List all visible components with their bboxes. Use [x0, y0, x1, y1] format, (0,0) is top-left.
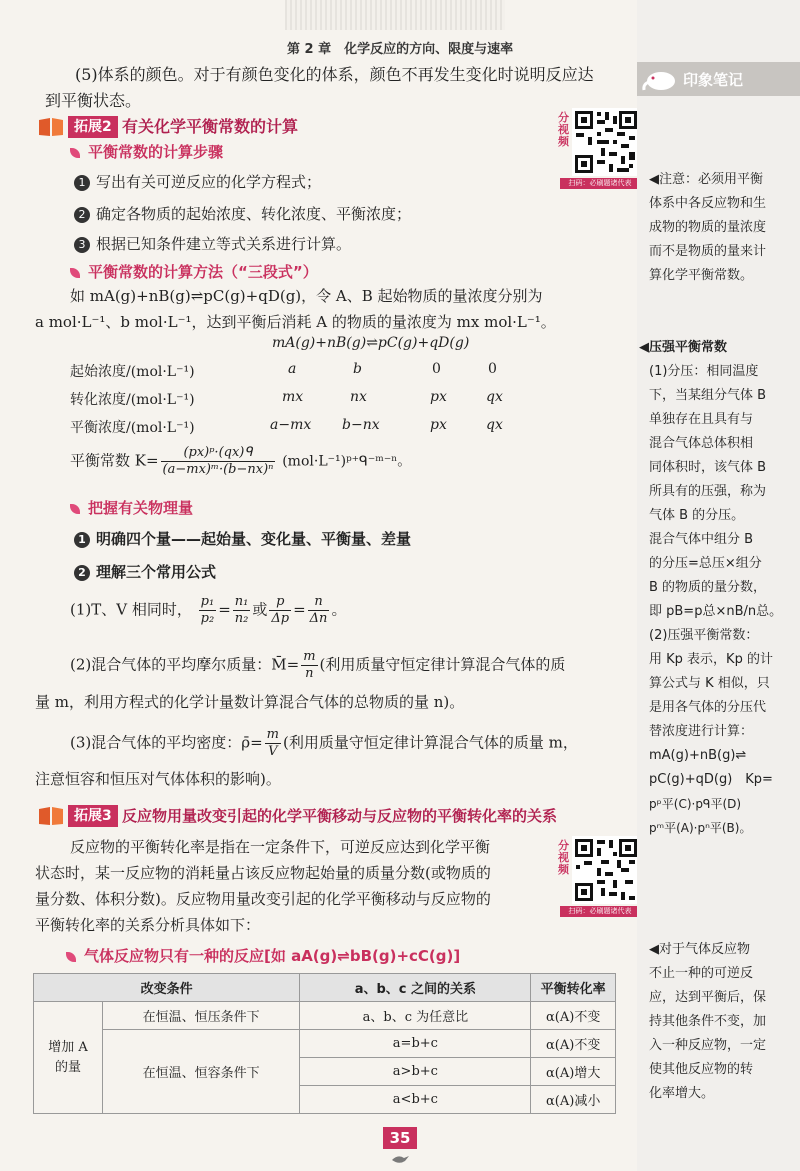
ext2-heading	[38, 114, 558, 140]
note-line: pᵐ平(A)·pⁿ平(B)。	[649, 821, 752, 835]
ext2-sub-quantities	[70, 497, 193, 518]
note-line: ◀注意：必须用平衡	[649, 172, 763, 187]
note-line: 下，当某组分气体 B	[649, 388, 767, 403]
or-word: 或	[252, 600, 268, 619]
ext3-para-1: 反应物的平衡转化率是指在一定条件下，可逆反应达到化学平衡	[70, 838, 491, 856]
formula-2	[70, 649, 565, 682]
note-line: (2)压强平衡常数：	[649, 628, 759, 643]
bullet-text: 明确四个量——起始量、变化量、平衡量、差量	[96, 530, 412, 548]
ext2-sub-steps	[70, 141, 223, 162]
table-row	[34, 1002, 616, 1030]
table-header: 改变条件	[34, 974, 300, 1002]
qr-video-2[interactable]	[558, 836, 638, 918]
k-formula	[70, 445, 411, 478]
cell: 0	[432, 361, 441, 377]
denominator: V	[265, 743, 281, 760]
bird-icon	[390, 1152, 410, 1166]
note-line: 混合气体总体积相	[649, 436, 754, 451]
qr-video-label-1: 分视频	[558, 111, 569, 148]
note-heading: ◀压强平衡常数	[639, 340, 727, 355]
note-line: 体系中各反应物和生	[649, 196, 767, 211]
ext3-heading	[38, 803, 636, 829]
denominator: n	[301, 665, 317, 682]
equals: =	[218, 600, 231, 619]
table-header-row	[34, 974, 616, 1002]
cell: px	[430, 417, 447, 433]
ext2-tag: 拓展2	[68, 116, 118, 138]
k-unit: (mol·L⁻¹)ᵖ⁺ᑫ⁻ᵐ⁻ⁿ。	[282, 453, 412, 470]
circled-number-icon: 3	[74, 237, 90, 253]
three-stage-grid	[70, 361, 540, 445]
note-line: 替浓度进行计算：	[649, 724, 754, 739]
sidebar-note-3	[637, 938, 800, 1106]
leaf-icon	[70, 504, 80, 514]
bullet-three-formulas	[74, 561, 216, 582]
book-icon	[38, 117, 64, 137]
note-line: 而不是物质的量来计	[649, 244, 767, 259]
formula-suffix: (利用质量守恒定律计算混合气体的质量 m，	[282, 733, 578, 752]
chapter-header: 第 2 章 化学反应的方向、限度与速率	[287, 42, 514, 57]
note-line: 即 pB=p总×nB/n总。	[649, 604, 783, 619]
leaf-icon	[66, 952, 76, 962]
table-cell: α(A)增大	[531, 1058, 616, 1086]
numerator: p₁	[200, 594, 215, 609]
note-line: B 的物质的量分数，	[649, 580, 767, 595]
sidebar-pressure-note	[637, 336, 800, 840]
three-stage-row	[70, 389, 540, 417]
elephant-icon	[641, 68, 681, 92]
ext3-para-2: 状态时，某一反应物的消耗量占该反应物起始量的质量分数(或物质的	[35, 864, 491, 882]
note-line: 持其他条件不变，加	[649, 1014, 767, 1029]
intro-line-1: (5)体系的颜色。对于有颜色变化的体系，颜色不再发生变化时说明反应达	[75, 65, 594, 84]
cell: b	[353, 361, 362, 377]
sub-head-text: 平衡常数的计算方法（“三段式”）	[88, 263, 318, 281]
step-text: 确定各物质的起始浓度、转化浓度、平衡浓度；	[96, 205, 412, 223]
formula-prefix: (1)T、V 相同时，	[70, 600, 192, 619]
bullet-text: 理解三个常用公式	[96, 563, 217, 581]
formula-2-line-2: 量 m，利用方程式的化学计量数计算混合气体的总物质的量 n)。	[35, 693, 465, 711]
circled-number-icon: 2	[74, 207, 90, 223]
circled-number-icon: 1	[74, 532, 90, 548]
intro-line-2: 到平衡状态。	[45, 91, 142, 110]
cell: 0	[488, 361, 497, 377]
table-cell: a>b+c	[300, 1058, 531, 1086]
qr-caption-2: 扫码：必刷题诸代表	[560, 906, 640, 917]
note-line: 算公式与 K 相似，只	[649, 676, 770, 691]
denominator: n₂	[234, 611, 249, 626]
note-line: 不止一种的可逆反	[649, 966, 754, 981]
leaf-icon	[70, 148, 80, 158]
note-line: 同体积时，该气体 B	[649, 460, 767, 475]
note-line: 气体 B 的分压。	[649, 508, 745, 523]
cell: qx	[486, 389, 503, 405]
denominator: Δn	[309, 611, 328, 626]
fraction	[301, 649, 317, 682]
note-line: 算化学平衡常数。	[649, 268, 754, 283]
ext2-title: 有关化学平衡常数的计算	[122, 117, 299, 136]
note-line: (1)分压：相同温度	[649, 364, 759, 379]
cell: a−mx	[270, 417, 312, 433]
ext3-tag: 拓展3	[68, 805, 118, 827]
formula-3-line-2: 注意恒容和恒压对气体体积的影响)。	[35, 770, 281, 788]
table-cell: α(A)减小	[531, 1086, 616, 1114]
fraction	[308, 594, 330, 627]
k-numerator: (px)ᵖ·(qx)ᑫ	[183, 445, 253, 460]
note-line: mA(g)+nB(g)⇌	[649, 748, 747, 763]
equals: =	[293, 600, 306, 619]
note-line: 用 Kp 表示，Kp 的计	[649, 652, 773, 667]
k-prefix: 平衡常数 K=	[70, 451, 159, 470]
table-cell: α(A)不变	[531, 1030, 616, 1058]
step-3	[74, 233, 351, 254]
row-label: 转化浓度/(mol·L⁻¹)	[70, 392, 195, 408]
bullet-four-quantities	[74, 528, 411, 549]
k-fraction	[161, 445, 276, 478]
table-cell: a<b+c	[300, 1086, 531, 1114]
formula-prefix: (2)混合气体的平均摩尔质量：M̄=	[70, 655, 300, 674]
sub-head-text: 气体反应物只有一种的反应[如 aA(g)⇌bB(g)+cC(g)]	[84, 947, 461, 965]
sidebar-note-1	[637, 168, 800, 288]
three-stage-equation: mA(g)+nB(g)⇌pC(g)+qD(g)	[272, 335, 470, 351]
cell: b−nx	[342, 417, 380, 433]
sidebar-title-bar	[637, 62, 800, 96]
qr-caption-1: 扫码：必刷题诸代表	[560, 178, 640, 189]
table-cell: 在恒温、恒容条件下	[103, 1030, 300, 1114]
circled-number-icon: 2	[74, 565, 90, 581]
note-line: 化率增大。	[649, 1086, 715, 1101]
cell: px	[430, 389, 447, 405]
qr-video-label-2: 分视频	[558, 839, 569, 876]
note-line: 所具有的压强，称为	[649, 484, 767, 499]
note-line: 单独存在且具有与	[649, 412, 754, 427]
step-text: 根据已知条件建立等式关系进行计算。	[96, 235, 352, 253]
qr-video-1[interactable]	[558, 108, 638, 190]
header-band	[285, 0, 505, 30]
table-cell: 在恒温、恒压条件下	[103, 1002, 300, 1030]
cell: mx	[282, 389, 304, 405]
fraction	[233, 594, 251, 627]
note-line: pC(g)+qD(g) Kp=	[649, 772, 773, 787]
numerator: p	[276, 594, 285, 609]
ext3-para-3: 量分数、体积分数)。反应物用量改变引起的化学平衡移动与反应物的	[35, 890, 491, 908]
sub-head-text: 平衡常数的计算步骤	[88, 143, 224, 161]
numerator: n₁	[234, 594, 249, 609]
ext3-title: 反应物用量改变引起的化学平衡移动与反应物的平衡转化率的关系	[122, 807, 558, 825]
row-label: 起始浓度/(mol·L⁻¹)	[70, 364, 195, 380]
method-para-1: 如 mA(g)+nB(g)⇌pC(g)+qD(g)，令 A、B 起始物质的量浓度分别为	[70, 287, 543, 305]
fraction	[269, 594, 291, 627]
note-line: 入一种反应物，一定	[649, 1038, 767, 1053]
note-line: 是用各气体的分压代	[649, 700, 767, 715]
book-icon	[38, 806, 64, 826]
formula-1	[70, 594, 346, 627]
step-1	[74, 171, 321, 192]
formula-3	[70, 727, 578, 760]
note-line: 混合气体中组分 B	[649, 532, 754, 547]
numerator: n	[314, 594, 323, 609]
step-2	[74, 203, 411, 224]
note-line: 成物的物质的量浓度	[649, 220, 767, 235]
sub-head-text: 把握有关物理量	[88, 499, 194, 517]
step-text: 写出有关可逆反应的化学方程式；	[96, 173, 322, 191]
method-para-2: a mol·L⁻¹、b mol·L⁻¹，达到平衡后消耗 A 的物质的量浓度为 mx mol·L⁻¹。	[35, 313, 556, 331]
note-line: pᵖ平(C)·pᑫ平(D)	[649, 797, 742, 811]
k-denominator: (a−mx)ᵐ·(b−nx)ⁿ	[162, 462, 274, 477]
row-group-label: 增加 A 的量	[34, 1002, 103, 1114]
denominator: Δp	[271, 611, 290, 626]
table-row	[34, 1030, 616, 1058]
table-header: a、b、c 之间的关系	[300, 974, 531, 1002]
qr-code-icon	[572, 836, 640, 904]
note-line: 的分压=总压×组分	[649, 556, 762, 571]
conversion-table	[33, 973, 616, 1114]
qr-code-icon	[572, 108, 640, 176]
page-number: 35	[383, 1127, 417, 1149]
cell: a	[288, 361, 297, 377]
three-stage-row	[70, 361, 540, 389]
table-cell: a=b+c	[300, 1030, 531, 1058]
note-line: 使其他反应物的转	[649, 1062, 754, 1077]
note-line: ◀对于气体反应物	[649, 942, 750, 957]
sidebar-title: 印象笔记	[683, 71, 744, 89]
formula-suffix: (利用质量守恒定律计算混合气体的质	[319, 655, 566, 674]
note-line: 应，达到平衡后，保	[649, 990, 767, 1005]
formula-prefix: (3)混合气体的平均密度：ρ̄=	[70, 733, 263, 752]
fraction	[265, 727, 281, 760]
row-label: 平衡浓度/(mol·L⁻¹)	[70, 420, 195, 436]
three-stage-row	[70, 417, 540, 445]
table-cell: a、b、c 为任意比	[300, 1002, 531, 1030]
fraction	[199, 594, 217, 627]
table-cell: α(A)不变	[531, 1002, 616, 1030]
leaf-icon	[70, 268, 80, 278]
numerator: m	[303, 649, 316, 664]
table-header: 平衡转化率	[531, 974, 616, 1002]
period: 。	[331, 600, 347, 619]
denominator: p₂	[200, 611, 215, 626]
ext3-sub	[66, 945, 460, 966]
cell: qx	[486, 417, 503, 433]
cell: nx	[350, 389, 367, 405]
ext2-sub-method	[70, 261, 318, 282]
circled-number-icon: 1	[74, 175, 90, 191]
ext3-para-4: 平衡转化率的关系分析具体如下：	[35, 916, 261, 934]
numerator: m	[266, 727, 279, 742]
